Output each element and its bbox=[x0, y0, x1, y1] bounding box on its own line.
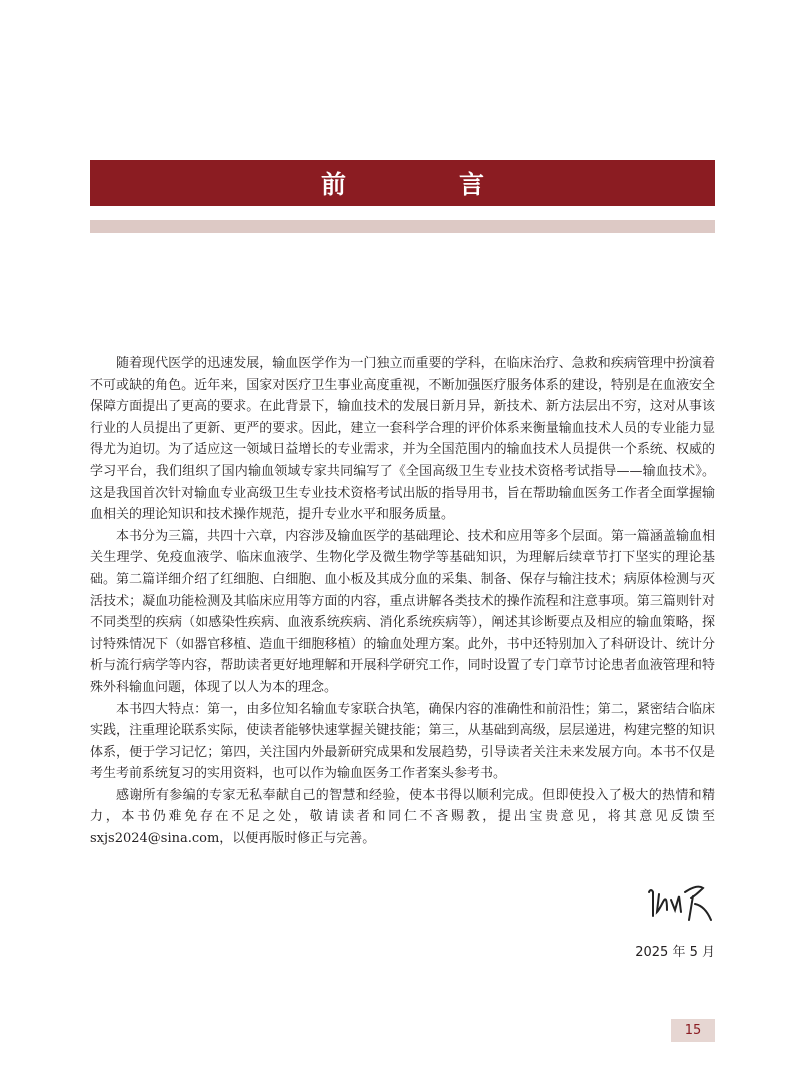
page-number-badge bbox=[671, 1019, 715, 1042]
page-title: 前 言 bbox=[320, 170, 528, 199]
preface-date: 2025 年 5 月 bbox=[635, 945, 715, 960]
preface-body bbox=[90, 353, 715, 850]
preface-paragraph-3: 本书四大特点：第一，由多位知名输血专家联合执笔，确保内容的准确性和前沿性；第二，紧密结合临床实践，注重理论联系实际，使读者能够快速掌握关键技能；第三，从基础到高级，层层递进，构建完整的知识体系，便于学习记忆；第四，关注国内外最新研究成果和发展趋势，引导读者关注未来发展方向。本书不仅是考生考前系统复习的实用资料，也可以作为输血医务工作者案头参考书。 bbox=[90, 701, 715, 782]
preface-paragraph-4: 感谢所有参编的专家无私奉献自己的智慧和经验，使本书得以顺利完成。但即使投入了极大的热情和精力，本书仍难免存在不足之处，敬请读者和同仁不吝赐教，提出宝贵意见，将其意见反馈至 sxjs2024@sina.com，以便再版时修正与完善。 bbox=[90, 787, 715, 847]
preface-paragraph-1: 随着现代医学的迅速发展，输血医学作为一门独立而重要的学科，在临床治疗、急救和疾病管理中扮演着不可或缺的角色。近年来，国家对医疗卫生事业高度重视，不断加强医疗服务体系的建设，特别是在血液安全保障方面提出了更高的要求。在此背景下，输血技术的发展日新月异，新技术、新方法层出不穷，这对从事该行业的人员提出了更新、更严的要求。因此，建立一套科学合理的评价体系来衡量输血技术人员的专业能力显得尤为迫切。为了适应这一领域日益增长的专业需求，并为全国范围内的输血技术人员提供一个系统、权威的学习平台，我们组织了国内输血领域专家共同编写了《全国高级卫生专业技术资格考试指导——输血技术》。这是我国首次针对输血专业高级卫生专业技术资格考试出版的指导用书，旨在帮助输血医务工作者全面掌握输血相关的理论知识和技术操作规范，提升专业水平和服务质量。 bbox=[90, 356, 715, 523]
preface-title-bar bbox=[90, 160, 715, 206]
handwritten-signature bbox=[645, 880, 717, 924]
page-number: 15 bbox=[684, 1023, 702, 1038]
preface-paragraph-2: 本书分为三篇，共四十六章，内容涉及输血医学的基础理论、技术和应用等多个层面。第一篇涵盖输血相关生理学、免疫血液学、临床血液学、生物化学及微生物学等基础知识，为理解后续章节打下坚实的理论基础。第二篇详细介绍了红细胞、白细胞、血小板及其成分血的采集、制备、保存与输注技术；病原体检测与灭活技术；凝血功能检测及其临床应用等方面的内容，重点讲解各类技术的操作流程和注意事项。第三篇则针对不同类型的疾病（如感染性疾病、血液系统疾病、消化系统疾病等），阐述其诊断要点及相应的输血策略，探讨特殊情况下（如器官移植、造血干细胞移植）的输血处理方案。此外，书中还特别加入了科研设计、统计分析与流行病学等内容，帮助读者更好地理解和开展科学研究工作，同时设置了专门章节讨论患者血液管理和特殊外科输血问题，体现了以人为本的理念。 bbox=[90, 528, 715, 695]
title-underline-divider bbox=[90, 220, 715, 233]
